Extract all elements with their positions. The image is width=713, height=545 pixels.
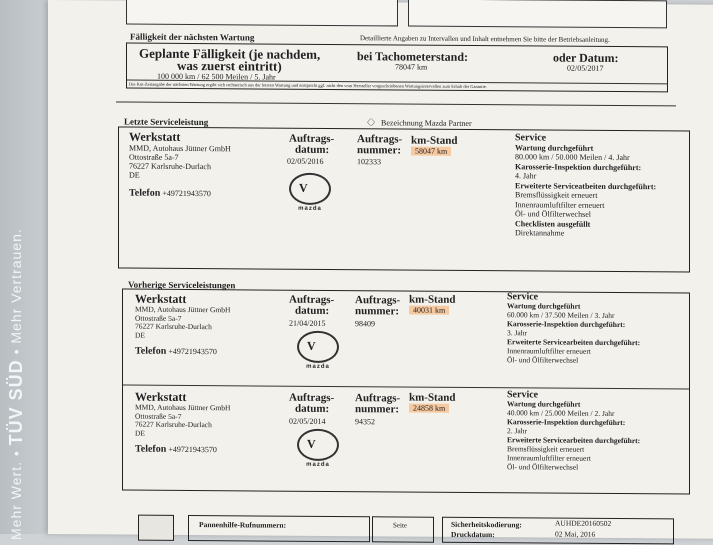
prev1-service-details: Service Wartung durchgeführt 40.000 km / 25.000 Meilen / 2. Jahr Karosserie-Inspektion durchgeführt: 2. Jahr Erweiterte Servicearbeiten durchgeführt: Bremsflüssigkeit erneuert Innenraumluftfilter erneuert Öl- und Ölfilterwechsel [507, 389, 641, 472]
entry-divider [123, 385, 689, 390]
workshop-label: Werkstatt [129, 129, 181, 144]
prev0-km-label: km-Stand [409, 293, 456, 306]
prev0-phone: Telefon +49721943570 [135, 345, 217, 357]
next-service-title: Fälligkeit der nächsten Wartung [130, 31, 255, 43]
odometer-value: 78047 km [395, 62, 428, 72]
previous-services-box [122, 289, 690, 495]
prev1-datum-label: Auftrags- datum: [289, 391, 335, 415]
next-service-note: Detaillierte Angaben zu Intervallen und Inhalt entnehmen Sie bitte der Betriebsanleitung. [360, 34, 610, 44]
date-value: 02/05/2017 [567, 63, 604, 73]
prev1-phone: Telefon +49721943570 [135, 443, 217, 455]
section-rule [116, 101, 676, 106]
print-date: 02 Mai, 2016 [555, 529, 596, 539]
prev1-workshop: MMD, Autohaus Jüttner GmbH Ottostraße 5a-7 76227 Karlsruhe-Durlach DE [135, 402, 231, 438]
security-box [442, 517, 674, 545]
pannenhilfe-box [188, 515, 370, 542]
auftragsnummer-value: 102333 [357, 157, 381, 167]
mazda-logo: V mazda [295, 429, 341, 463]
date-label: oder Datum: [553, 50, 619, 65]
security-label: Sicherheitskodierung: [451, 519, 522, 530]
mazda-logo: V mazda [287, 173, 333, 207]
prev0-datum: 21/04/2015 [289, 318, 326, 328]
prev1-nummer: 94352 [355, 417, 375, 427]
service-details: Service Wartung durchgeführt 80.000 km / 50.000 Meilen / 4. Jahr Karosserie-Inspektion durchgeführt: 4. Jahr Erweiterte Serviceatbeiten durchgeführt: Bremsflüssigkeit erneuert Innenraumluftfilter erneuert Öl- und Ölfilterwechsel Checklisten ausgefüllt Direktannahme [515, 132, 657, 238]
mazda-partner-label: 〈〉 Bezeichnung Mazda Partner [363, 118, 472, 128]
auftragsnummer-label: Auftrags- nummer: [357, 133, 403, 157]
prev0-service-details: Service Wartung durchgeführt 60.000 km / 37.500 Meilen / 3. Jahr Karosserie-Inspektion durchgeführt: 3. Jahr Erweiterte Servicearbeiten durchgeführt: Innenraumluftfilter erneuert Öl- und Ölfilterwechsel [507, 291, 641, 365]
footer-icon-box [138, 515, 174, 541]
prev1-km-label: km-Stand [409, 391, 456, 404]
planned-value: 100 000 km / 62 500 Meilen / 5. Jahr [157, 71, 276, 82]
km-stand-value: 58047 km [411, 147, 451, 156]
prev0-nummer: 98409 [355, 319, 375, 329]
planned-label: Geplante Fälligkeit (je nachdem, [139, 45, 321, 62]
prev0-nummer-label: Auftrags- nummer: [355, 294, 401, 318]
workshop-label: Werkstatt [135, 389, 187, 404]
phone-row: Telefon +49721943570 [129, 187, 211, 199]
auftragsdatum-value: 02/05/2016 [287, 156, 324, 166]
mazda-logo: V mazda [295, 331, 341, 365]
prev0-workshop: MMD, Autohaus Jüttner GmbH Ottostraße 5a-7 76227 Karlsruhe-Durlach DE [135, 304, 231, 340]
pannenhilfe-label: Pannenhilfe-Rufnummern: [199, 520, 287, 530]
last-service-title: Letzte Serviceleistung [124, 116, 209, 128]
tuev-watermark: Mehr Wert. • TÜV SÜD • Mehr Vertrauen. [6, 228, 26, 540]
last-service-box [118, 126, 690, 272]
partner-icon: 〈〉 [363, 118, 379, 128]
prev0-datum-label: Auftrags- datum: [289, 293, 335, 317]
seite-box [372, 516, 434, 542]
seite-label: Seite [393, 521, 407, 530]
previous-services-title: Vorherige Serviceleistungen [128, 279, 236, 291]
top-box-left [126, 0, 398, 26]
prev1-datum: 02/05/2014 [289, 416, 326, 426]
odometer-label: bei Tachometerstand: [357, 49, 468, 64]
top-box-right [408, 0, 667, 28]
print-date-label: Druckdatum: [451, 529, 495, 540]
workshop-label: Werkstatt [135, 291, 187, 306]
auftragsdatum-label: Auftrags- datum: [289, 132, 335, 156]
prev1-nummer-label: Auftrags- nummer: [355, 392, 401, 416]
next-service-box [126, 43, 668, 93]
planned-label-2: was zuerst eintritt) [177, 57, 282, 74]
next-service-footnote: Die Km-Zeitangabe der nächsten Wartung ergibt sich rechnerisch aus der letzten Wartung und entspricht ggf. nicht den vom Hersteller vorgeschriebenen Wartungsintervallen zum Erhalt der Garantie. [129, 81, 487, 90]
service-document-page [48, 0, 713, 539]
prev1-km: 24858 km [409, 404, 449, 413]
km-stand-label: km-Stand [411, 134, 458, 147]
security-code: AUHDE20160502 [555, 518, 612, 528]
workshop-address: MMD, Autohaus Jüttner GmbH Ottostraße 5a-7 76227 Karlsruhe-Durlach DE [129, 143, 231, 180]
prev0-km: 40031 km [409, 306, 449, 315]
